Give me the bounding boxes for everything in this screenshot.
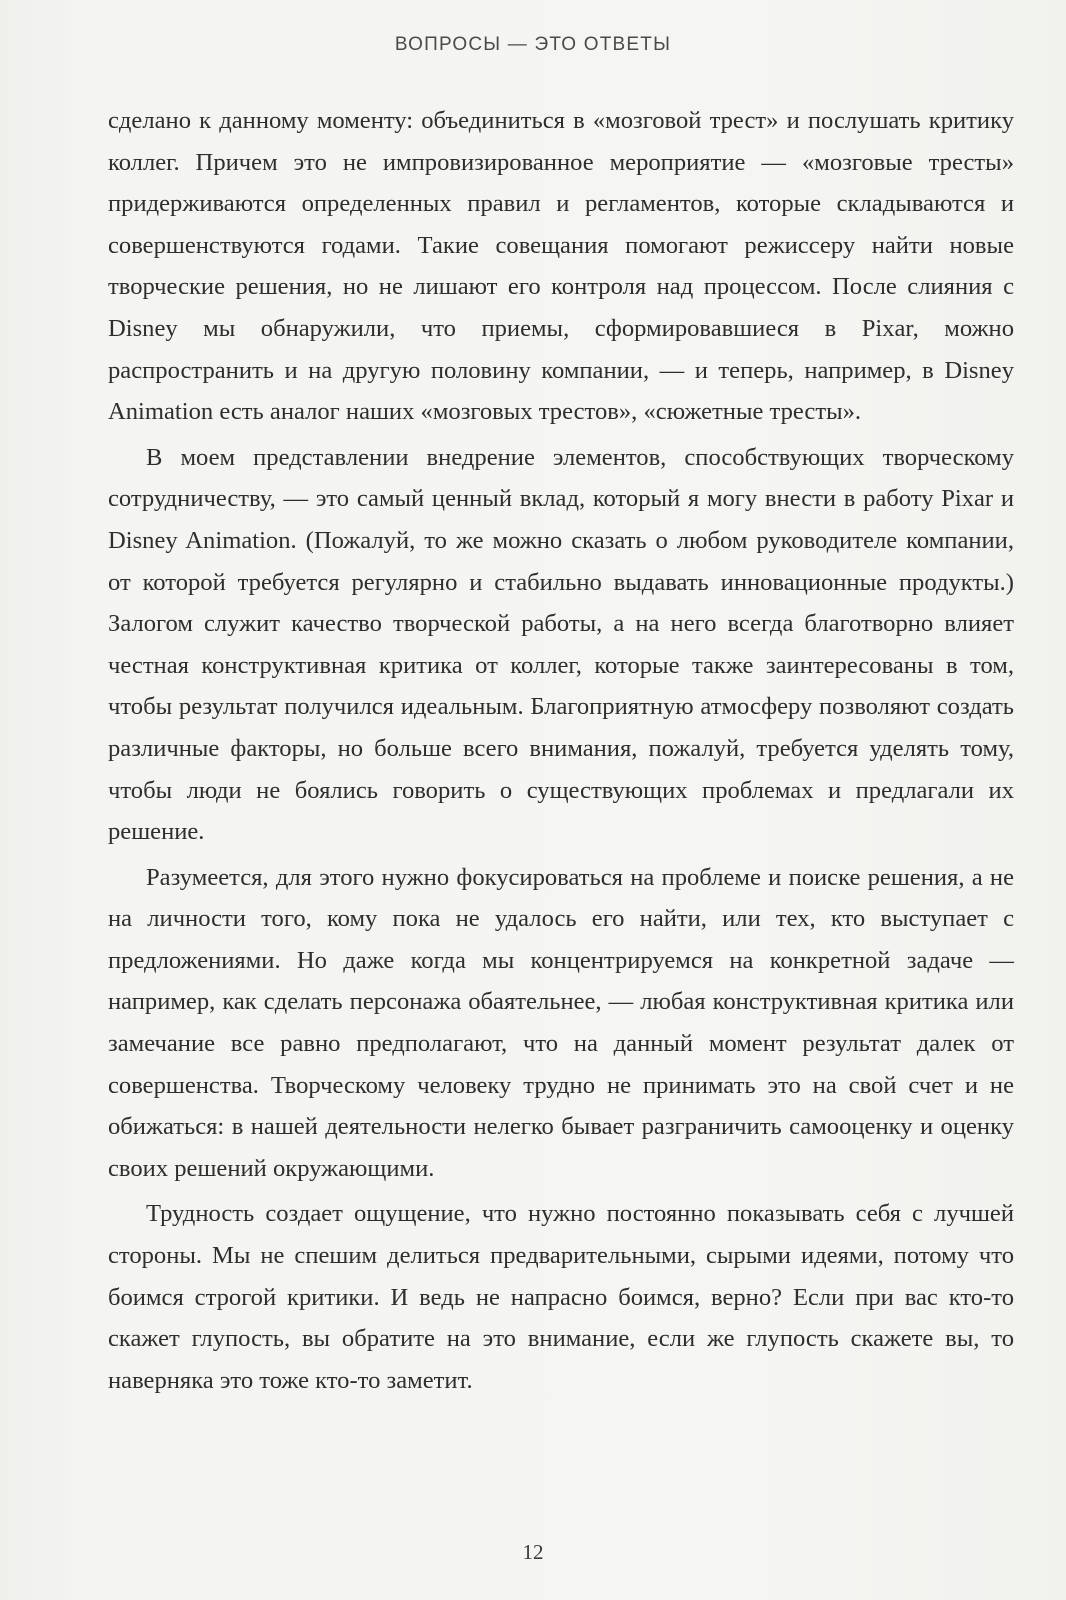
page-number: 12 bbox=[522, 1540, 544, 1564]
paragraph-continued: сделано к данному моменту: объединиться в «мозговой трест» и послушать критику коллег. Причем это не импровизированное мероприятие — «мозговые тресты» придерживаются определенных правил и регламентов, которые складываются и совершенствуются годами. Такие совещания помогают режиссеру найти новые творческие решения, но не лишают его контроля над процессом. После слияния с Disney мы обнаружили, что приемы, сформировавшиеся в Pixar, можно распространить и на другую половину компании, — и теперь, например, в Disney Animation есть аналог наших «мозговых трестов», «сюжетные тресты». bbox=[108, 107, 1014, 426]
paragraph: Трудность создает ощущение, что нужно постоянно показывать себя с лучшей стороны. Мы не спешим делиться предварительными, сырыми идеями, потому что боимся строгой критики. И ведь не напрасно боимся, верно? Если при вас кто-то скажет глупость, вы обратите на это внимание, если же глупость скажете вы, то наверняка это тоже кто-то заметит. bbox=[108, 1200, 1014, 1394]
running-head: ВОПРОСЫ — ЭТО ОТВЕТЫ bbox=[394, 34, 672, 55]
paragraph: В моем представлении внедрение элементов, способствующих творческому сотрудничеству, — это самый ценный вклад, который я могу внести в работу Pixar и Disney Animation. (Пожалуй, то же можно сказать о любом руководителе компании, от которой требуется регулярно и стабильно выдавать инновационные продукты.) Залогом служит качество творческой работы, а на него всегда благотворно влияет честная конструктивная критика от коллег, которые также заинтересованы в том, чтобы результат получился идеальным. Благоприятную атмосферу позволяют создать различные факторы, но больше всего внимания, пожалуй, требуется уделять тому, чтобы люди не боялись говорить о существующих проблемах и предлагали их решение. bbox=[108, 443, 1014, 846]
body-text bbox=[108, 100, 1014, 1401]
paragraph: Разумеется, для этого нужно фокусироваться на проблеме и поиске решения, а не на личности того, кому пока не удалось его найти, или тех, кто выступает с предложениями. Но даже когда мы концентрируемся на конкретной задаче — например, как сделать персонажа обаятельнее, — любая конструктивная критика или замечание все равно предполагают, что на данный момент результат далек от совершенства. Творческому человеку трудно не принимать это на свой счет и не обижаться: в нашей деятельности нелегко бывает разграничить самооценку и оценку своих решений окружающими. bbox=[108, 863, 1014, 1182]
